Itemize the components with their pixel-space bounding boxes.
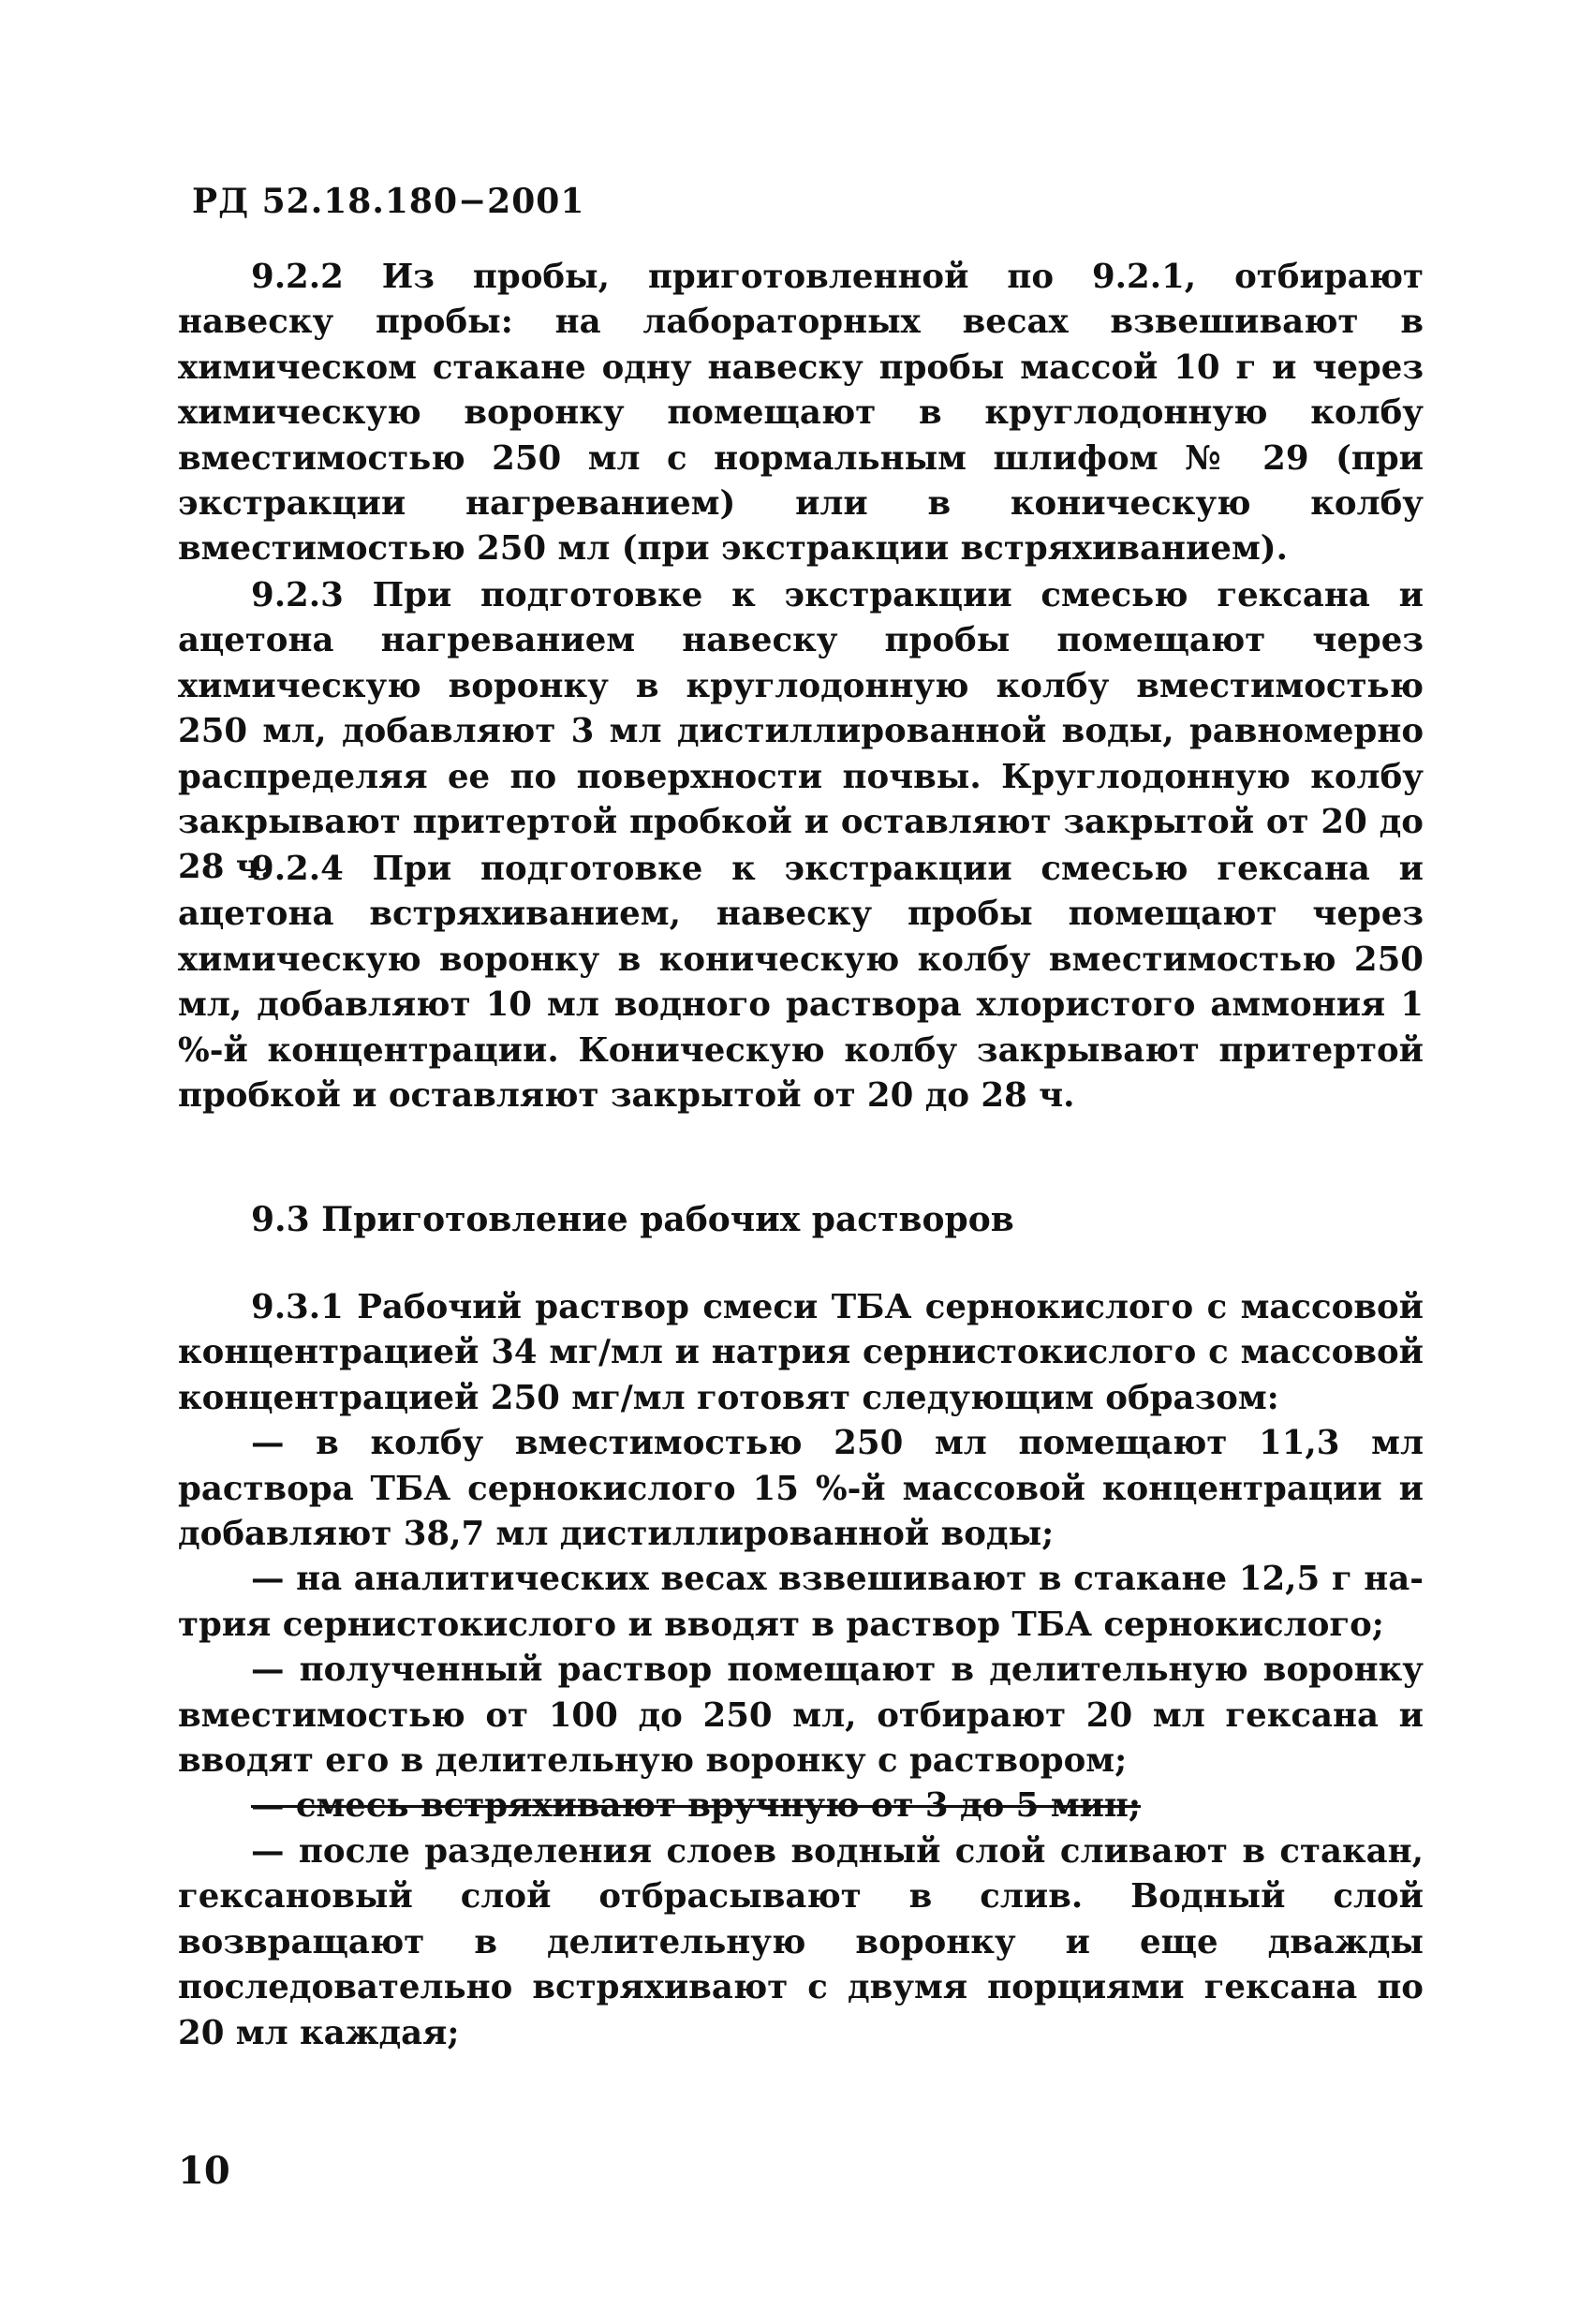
procedure-step: — на аналитических весах взвешивают в стакане 12,5 г натрия сернистокислого и вводят в раствор ТБА сернокислого; [178,1560,1424,1644]
section-heading-9-3: 9.3 Приготовление рабочих растворов [251,1200,1014,1239]
procedure-step: — полученный раствор помещают в делительную воронку вместимостью от 100 до 250 мл, отбирают 20 мл гексана и вводят его в делительную воронку с раствором; [178,1650,1424,1781]
procedure-step: — в колбу вместимостью 250 мл помещают 11,3 мл раствора ТБА сернокислого 15 %-й массовой концентрации и добавляют 38,7 мл дистиллированной воды; [178,1424,1424,1554]
paragraph-9-2-3: 9.2.3 При подготовке к экстракции смесью гексана и ацетона нагреванием навеску пробы помещают через химическую воронку в круглодонную колбу вместимостью 250 мл, добавляют 3 мл дистиллированной воды, равномерно распределяя ее по поверхности почвы. Круглодонную колбу закрывают притертой пробкой и оставляют закрытой от 20 до 28 ч. [178,576,1424,887]
procedure-step: — после разделения слоев водный слой сливают в стакан, гексановый слой отбрасывают в слив. Водный слой возвращают в делительную воронку и еще дважды последовательно встряхивают с двумя порциями гексана по 20 мл каждая; [178,1831,1424,2052]
paragraph-9-2-2: 9.2.2 Из пробы, приготовленной по 9.2.1, отбирают навеску пробы: на лабораторных весах взвешивают в химическом стакане одну навеску пробы массой 10 г и через химическую воронку помещают в круглодонную колбу вместимостью 250 мл с нормальным шлифом № 29 (при экстракции нагреванием) или в коническую колбу вместимостью 250 мл (при экстракции встряхиванием). [178,258,1424,569]
document-code-header: РД 52.18.180−2001 [192,182,585,221]
section-9-3-body [178,1285,1424,2056]
paragraph-9-2-4: 9.2.4 При подготовке к экстракции смесью гексана и ацетона встряхиванием, навеску пробы помещают через химическую воронку в коническую колбу вместимостью 250 мл, добавляют 10 мл водного раствора хлористого аммония 1 %-й концентрации. Коническую колбу закрывают притертой пробкой и оставляют закрытой от 20 до 28 ч. [178,850,1424,1116]
page-number: 10 [178,2149,230,2193]
procedure-step-struck: — смесь встряхивают вручную от 3 до 5 мин; [251,1786,1141,1826]
paragraph-9-3-1: 9.3.1 Рабочий раствор смеси ТБА сернокислого с массовой концентрацией 34 мг/мл и натрия сернистокислого с массовой концентрацией 250 мг/мл готовят следующим образом: [178,1288,1424,1417]
